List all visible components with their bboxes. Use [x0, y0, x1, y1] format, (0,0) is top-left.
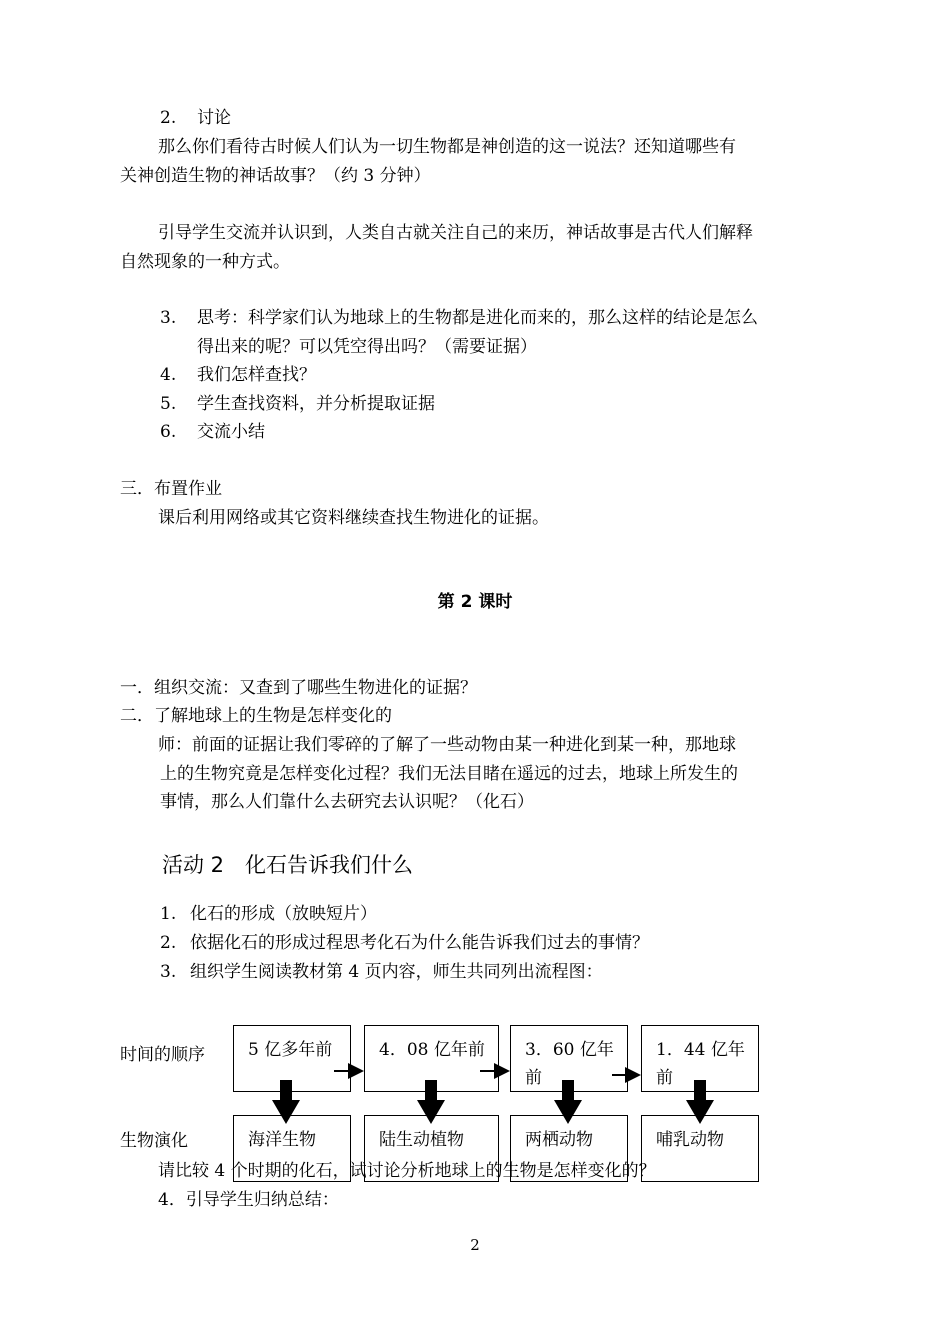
list-item: 4．引导学生归纳总结：: [158, 1190, 339, 1210]
list-item: 我们怎样查找？: [197, 365, 316, 385]
flow-time-text: 5 亿多年前: [248, 1040, 333, 1060]
flow-time-text: 1．44 亿年: [656, 1040, 745, 1060]
paragraph-line: 自然现象的一种方式。: [120, 252, 290, 272]
list-number: 1.: [160, 904, 177, 924]
section-title: 二．了解地球上的生物是怎样变化的: [120, 706, 392, 726]
section-title: 一．组织交流：又查到了哪些生物进化的证据？: [120, 678, 477, 698]
list-item: 交流小结: [197, 422, 265, 442]
list-number: 6.: [160, 422, 177, 442]
flow-creature-text: 两栖动物: [525, 1130, 593, 1150]
flow-down-arrow: [272, 1080, 300, 1124]
paragraph-line: 上的生物究竟是怎样变化过程？我们无法目睹在遥远的过去，地球上所发生的: [160, 764, 738, 784]
flow-time-text: 4．08 亿年前: [379, 1040, 485, 1060]
list-number: 2.: [160, 933, 177, 953]
flow-row-label: 生物演化: [120, 1131, 188, 1151]
paragraph-line: 引导学生交流并认识到，人类自古就关注自己的来历，神话故事是古代人们解释: [158, 223, 753, 243]
flow-time-text: 前: [525, 1068, 542, 1088]
list-item: 组织学生阅读教材第 4 页内容，师生共同列出流程图：: [190, 962, 603, 982]
flow-down-arrow: [417, 1080, 445, 1124]
lesson-heading: 第 2 课时: [437, 592, 513, 612]
flow-time-text: 前: [656, 1068, 673, 1088]
list-item: 学生查找资料，并分析提取证据: [197, 394, 435, 414]
flow-down-arrow: [686, 1080, 714, 1124]
flow-creature-text: 哺乳动物: [656, 1130, 724, 1150]
list-number: 5.: [160, 394, 177, 414]
page-number: 2: [470, 1236, 480, 1254]
paragraph-line: 那么你们看待古时候人们认为一切生物都是神创造的这一说法？还知道哪些有: [158, 137, 736, 157]
paragraph-line: 师：前面的证据让我们零碎的了解了一些动物由某一种进化到某一种，那地球: [158, 735, 736, 755]
flow-row-label: 时间的顺序: [120, 1045, 205, 1065]
list-item: 依据化石的形成过程思考化石为什么能告诉我们过去的事情？: [190, 933, 649, 953]
activity-title: 活动 2 化石告诉我们什么: [162, 853, 414, 877]
list-number: 4.: [160, 365, 177, 385]
flow-creature-text: 海洋生物: [248, 1130, 316, 1150]
flow-down-arrow: [554, 1080, 582, 1124]
list-item: 化石的形成（放映短片）: [190, 904, 377, 924]
paragraph-line: 关神创造生物的神话故事？（约 3 分钟）: [120, 166, 431, 186]
flow-creature-text: 陆生动植物: [379, 1130, 464, 1150]
list-item: 得出来的呢？可以凭空得出吗？（需要证据）: [197, 337, 537, 357]
paragraph-line: 请比较 4 个时期的化石，试讨论分析地球上的生物是怎样变化的？: [158, 1161, 656, 1181]
list-number: 3.: [160, 308, 177, 328]
flow-time-text: 3．60 亿年: [525, 1040, 614, 1060]
list-number: 2.: [160, 108, 177, 128]
list-number: 3.: [160, 962, 177, 982]
paragraph-line: 课后利用网络或其它资料继续查找生物进化的证据。: [158, 508, 549, 528]
section-title: 三．布置作业: [120, 479, 222, 499]
section-title: 讨论: [197, 108, 231, 128]
paragraph-line: 事情，那么人们靠什么去研究去认识呢？（化石）: [160, 792, 534, 812]
list-item: 思考：科学家们认为地球上的生物都是进化而来的，那么这样的结论是怎么: [197, 308, 758, 328]
